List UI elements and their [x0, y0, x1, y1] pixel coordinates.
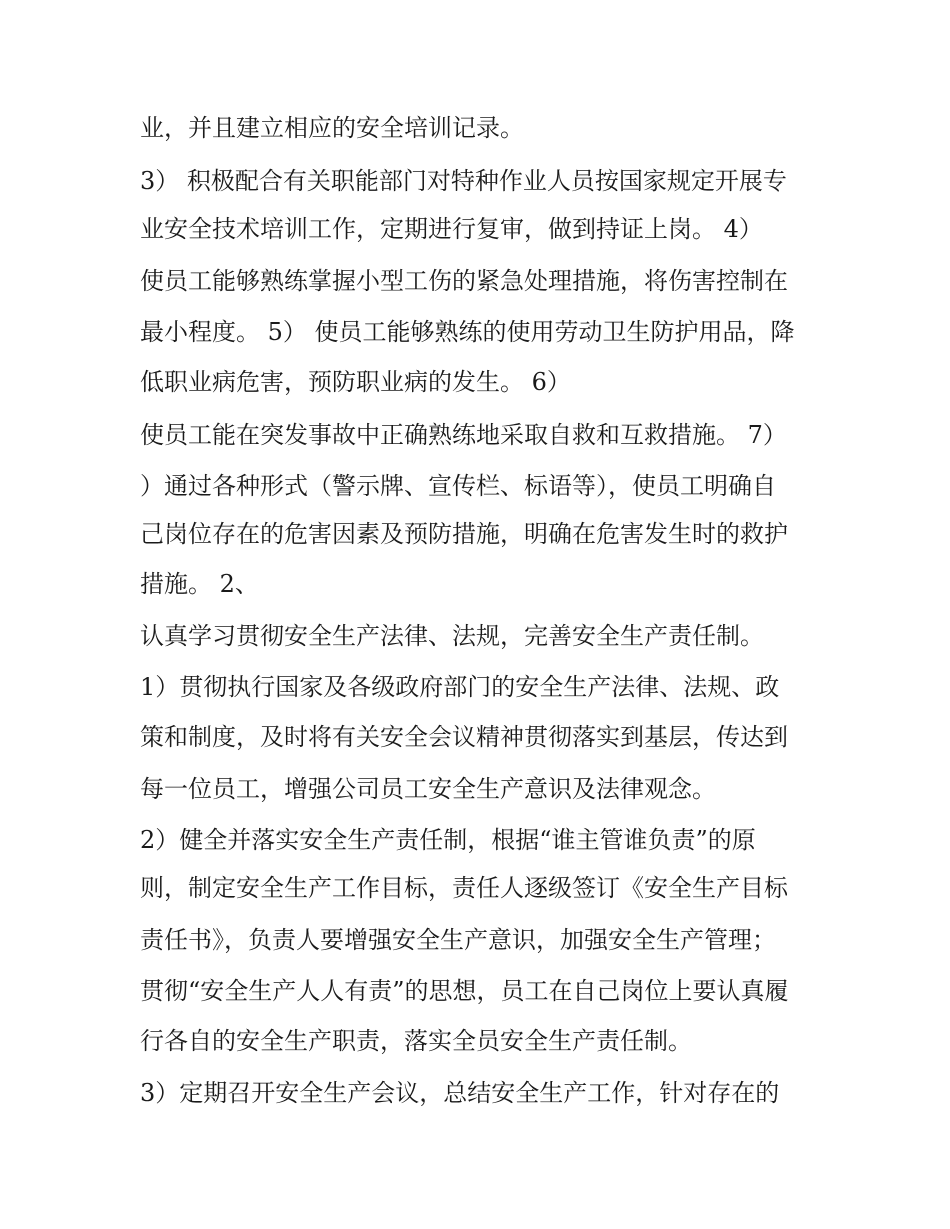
text-line: 使员工能在突发事故中正确熟练地采取自救和互救措施。 7） — [140, 421, 787, 449]
text-line: 1）贯彻执行国家及各级政府部门的安全生产法律、法规、政 — [140, 673, 780, 701]
text-line: 低职业病危害，预防职业病的发生。 6） — [140, 368, 571, 396]
text-line: 措施。 2、 — [140, 570, 259, 598]
text-line: 业安全技术培训工作，定期进行复审，做到持证上岗。 4） — [140, 215, 763, 243]
text-line: 每一位员工，增强公司员工安全生产意识及法律观念。 — [140, 775, 716, 803]
text-line: ）通过各种形式（警示牌、宣传栏、标语等），使员工明确自 — [140, 472, 776, 500]
text-line: 行各自的安全生产职责，落实全员安全生产责任制。 — [140, 1027, 692, 1055]
text-line: 使员工能够熟练掌握小型工伤的紧急处理措施，将伤害控制在 — [140, 267, 788, 295]
text-line: 最小程度。 5） 使员工能够熟练的使用劳动卫生防护用品，降 — [140, 318, 795, 346]
text-line: 责任书》，负责人要增强安全生产意识，加强安全生产管理； — [140, 926, 776, 954]
text-line: 策和制度，及时将有关安全会议精神贯彻落实到基层，传达到 — [140, 723, 788, 751]
text-line: 贯彻“安全生产人人有责”的思想，员工在自己岗位上要认真履 — [140, 977, 789, 1005]
text-line: 3）定期召开安全生产会议，总结安全生产工作，针对存在的 — [140, 1079, 780, 1107]
text-line: 认真学习贯彻安全生产法律、法规，完善安全生产责任制。 — [140, 622, 764, 650]
text-line: 2）健全并落实安全生产责任制，根据“谁主管谁负责”的原 — [140, 826, 756, 854]
text-line: 3） 积极配合有关职能部门对特种作业人员按国家规定开展专 — [140, 167, 787, 195]
text-line: 则，制定安全生产工作目标，责任人逐级签订《安全生产目标 — [140, 874, 788, 902]
text-line: 业，并且建立相应的安全培训记录。 — [140, 114, 524, 142]
text-line: 己岗位存在的危害因素及预防措施，明确在危害发生时的救护 — [140, 520, 788, 548]
